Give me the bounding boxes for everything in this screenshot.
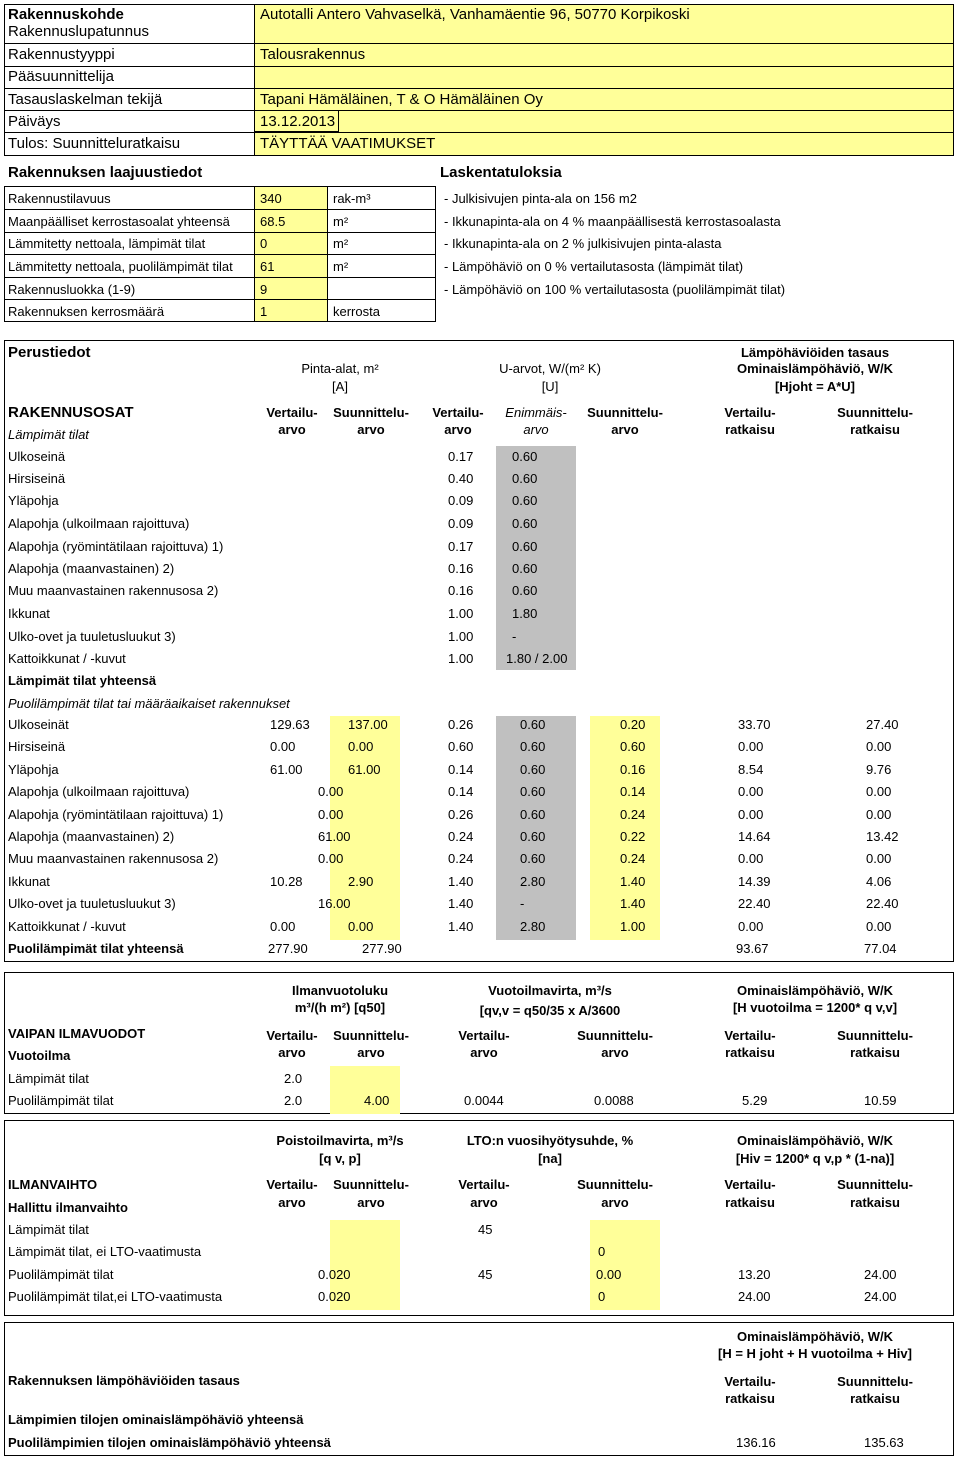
semi-area-ref: 10.28 — [270, 874, 303, 889]
semi-u-des: 1.40 — [620, 874, 646, 889]
semi-u-ref: 0.14 — [448, 762, 474, 777]
warm-total-label: Lämpimät tilat yhteensä — [8, 673, 157, 688]
semi-total-label: Puolilämpimät tilat yhteensä — [8, 941, 184, 956]
date-value: 13.12.2013 — [260, 113, 336, 130]
scope-value: 1 — [260, 304, 268, 319]
semi-h-ref: 22.40 — [738, 896, 771, 911]
semi-u-max: 0.60 — [520, 739, 546, 754]
warm-u-max: 0.60 — [512, 561, 538, 576]
semi-row-label: Kattoikkunat / -kuvut — [8, 919, 126, 934]
semi-u-max: 0.60 — [520, 829, 546, 844]
warm-u-ref: 1.00 — [448, 651, 474, 666]
vent-head: Poistoilmavirta, m³/s — [276, 1133, 404, 1148]
semi-u-ref: 0.26 — [448, 717, 474, 732]
semi-row-label: Yläpohja — [8, 762, 59, 777]
results-title: Laskentatuloksia — [440, 164, 562, 181]
col-head: Vertailu- — [724, 1028, 776, 1043]
semi-total-area-ref: 277.90 — [268, 941, 308, 956]
warm-u-max: 0.60 — [512, 471, 538, 486]
scope-value: 68.5 — [260, 214, 286, 229]
building-type-value: Talousrakennus — [260, 46, 366, 63]
col-head: arvo — [523, 422, 549, 437]
semi-h-des: 4.06 — [866, 874, 892, 889]
vent-na-ref: 45 — [478, 1267, 493, 1282]
scope-label: Maanpäälliset kerrostasoalat yhteensä — [8, 214, 230, 229]
col-head: ratkaisu — [725, 1045, 775, 1060]
warm-u-max: 0.60 — [512, 516, 538, 531]
vent-h-des: 24.00 — [864, 1267, 897, 1282]
vent-row-label: Puolilämpimät tilat,ei LTO-vaatimusta — [8, 1289, 223, 1304]
col-head: Suunnittelu- — [837, 1028, 913, 1043]
semi-area-shared: 61.00 — [318, 829, 351, 844]
semi-u-max: 0.60 — [520, 762, 546, 777]
result-label: Tulos: Suunnitteluratkaisu — [8, 135, 181, 152]
col-head: ratkaisu — [850, 1045, 900, 1060]
scope-unit: m² — [333, 236, 349, 251]
col-head: Vertailu- — [724, 1177, 776, 1192]
semi-u-max: 0.60 — [520, 807, 546, 822]
semi-h-ref: 14.64 — [738, 829, 771, 844]
date-label: Päiväys — [8, 113, 61, 130]
warm-u-ref: 0.09 — [448, 493, 474, 508]
vent-h-des: 24.00 — [864, 1289, 897, 1304]
semi-u-max: 0.60 — [520, 717, 546, 732]
semi-u-max: 0.60 — [520, 784, 546, 799]
col-head: Vertailu- — [724, 405, 776, 420]
area-head: Pinta-alat, m² — [301, 361, 379, 376]
scope-unit: m² — [333, 214, 349, 229]
loss-head-sub: Ominaislämpöhäviö, W/K — [736, 361, 894, 376]
warm-u-ref: 0.17 — [448, 539, 474, 554]
semi-u-des: 0.22 — [620, 829, 646, 844]
warm-u-max: 0.60 — [512, 493, 538, 508]
semi-u-des: 0.24 — [620, 851, 646, 866]
ventilation-frame — [4, 1120, 954, 1316]
warm-u-max: 0.60 — [512, 583, 538, 598]
vent-row-label: Puolilämpimät tilat — [8, 1267, 114, 1282]
semi-h-ref: 0.00 — [738, 851, 764, 866]
leak-q-ref: 2.0 — [284, 1071, 303, 1086]
col-head: Vertailu- — [458, 1177, 510, 1192]
semi-h-des: 27.40 — [866, 717, 899, 732]
project-value: Autotalli Antero Vahvaselkä, Vanhamäentie 96, 50770 Korpikoski — [260, 6, 690, 23]
semi-row-label: Alapohja (ryömintätilaan rajoittuva) 1) — [8, 807, 224, 822]
semi-row-label: Ulko-ovet ja tuuletusluukut 3) — [8, 896, 176, 911]
warm-row-label: Kattoikkunat / -kuvut — [8, 651, 126, 666]
warm-u-ref: 1.00 — [448, 606, 474, 621]
lto-head: LTO:n vuosihyötysuhde, % — [466, 1133, 634, 1148]
basic-data-title: Perustiedot — [8, 344, 91, 361]
col-head: arvo — [444, 422, 472, 437]
warm-u-ref: 0.09 — [448, 516, 474, 531]
col-head: Suunnittelu- — [333, 1028, 409, 1043]
calculator-value: Tapani Hämäläinen, T & O Hämäläinen Oy — [260, 91, 543, 108]
semi-area-des: 61.00 — [348, 762, 381, 777]
leak-head: Ilmanvuotoluku — [291, 983, 389, 998]
leak-title: VAIPAN ILMAVUODOT — [8, 1026, 146, 1041]
semi-row-label: Hirsiseinä — [8, 739, 66, 754]
semi-h-ref: 0.00 — [738, 919, 764, 934]
col-head: Suunnittelu- — [333, 1177, 409, 1192]
u-head: U-arvot, W/(m² K) — [499, 361, 601, 376]
col-head: arvo — [357, 1045, 385, 1060]
semi-u-max: 0.60 — [520, 851, 546, 866]
semi-row-label: Alapohja (maanvastainen) 2) — [8, 829, 175, 844]
semi-h-des: 0.00 — [866, 784, 892, 799]
col-head: arvo — [278, 1195, 306, 1210]
semi-area-shared: 0.00 — [318, 807, 344, 822]
warm-row-label: Alapohja (ulkoilmaan rajoittuva) — [8, 516, 190, 531]
col-head: Vertailu- — [266, 1177, 318, 1192]
area-head-sub: [A] — [332, 379, 348, 394]
col-head: ratkaisu — [850, 1195, 900, 1210]
col-head: Suunnittelu- — [837, 405, 913, 420]
semi-h-des: 0.00 — [866, 919, 892, 934]
warm-row-label: Ulko-ovet ja tuuletusluukut 3) — [8, 629, 176, 644]
calculator-label: Tasauslaskelman tekijä — [8, 91, 163, 108]
vent-q-ref: 0.020 — [318, 1289, 351, 1304]
semi-u-des: 1.00 — [620, 919, 646, 934]
col-head: arvo — [357, 422, 385, 437]
project-label: Rakennuskohde — [8, 6, 124, 23]
col-head: ratkaisu — [850, 422, 900, 437]
vent-row-label: Lämpimät tilat — [8, 1222, 89, 1237]
semi-u-ref: 0.24 — [448, 829, 474, 844]
warm-row-label: Alapohja (maanvastainen) 2) — [8, 561, 175, 576]
vent-head-sub: [q v, p] — [319, 1151, 361, 1166]
semi-u-ref: 0.26 — [448, 807, 474, 822]
scope-label: Rakennustilavuus — [8, 191, 111, 206]
semi-h-ref: 14.39 — [738, 874, 771, 889]
semi-h-des: 13.42 — [866, 829, 899, 844]
vent-na-ref: 45 — [478, 1222, 493, 1237]
summary-head-sub: [H = H joht + H vuotoilma + Hiv] — [718, 1346, 912, 1361]
warm-row-label: Yläpohja — [8, 493, 59, 508]
vent-loss-head: Ominaislämpöhäviö, W/K — [736, 1133, 894, 1148]
leak-row-label: Lämpimät tilat — [8, 1071, 89, 1086]
vent-na-des: 0 — [598, 1244, 606, 1259]
semi-area-ref: 0.00 — [270, 919, 296, 934]
col-head: Enimmäis- — [505, 405, 567, 420]
semi-u-ref: 0.60 — [448, 739, 474, 754]
result-line: - Lämpöhäviö on 0 % vertailutasosta (lämpimät tilat) — [444, 259, 744, 274]
col-head: ratkaisu — [850, 1391, 900, 1406]
warm-u-ref: 0.16 — [448, 583, 474, 598]
result-line: - Lämpöhäviö on 100 % vertailutasosta (puolilämpimät tilat) — [444, 282, 786, 297]
semi-total-h-des: 77.04 — [864, 941, 897, 956]
warm-row-label: Ulkoseinä — [8, 449, 66, 464]
col-head: arvo — [278, 422, 306, 437]
leak-flow-head: Vuotoilmavirta, m³/s — [488, 983, 612, 998]
warm-u-max: 0.60 — [512, 449, 538, 464]
scope-value: 340 — [260, 191, 282, 206]
semi-u-max: 2.80 — [520, 874, 546, 889]
leak-loss-head: Ominaislämpöhäviö, W/K — [736, 983, 894, 998]
warm-spaces-label: Lämpimät tilat — [8, 427, 89, 442]
semi-h-des: 0.00 — [866, 807, 892, 822]
main-designer-label: Pääsuunnittelija — [8, 68, 114, 85]
building-type-label: Rakennustyyppi — [8, 46, 115, 63]
leak-subtitle: Vuotoilma — [8, 1048, 71, 1063]
result-line: - Ikkunapinta-ala on 2 % julkisivujen pinta-alasta — [444, 236, 722, 251]
leak-h-ref: 5.29 — [742, 1093, 768, 1108]
leak-flow-head-sub: [qv,v = q50/35 x A/3600 — [479, 1003, 621, 1018]
leak-head-sub: m³/(h m²) [q50] — [294, 1000, 386, 1015]
summary-head: Ominaislämpöhäviö, W/K — [736, 1329, 894, 1344]
leak-q-des: 4.00 — [364, 1093, 390, 1108]
warm-u-ref: 0.16 — [448, 561, 474, 576]
warm-u-max: - — [512, 629, 517, 644]
col-head: arvo — [278, 1045, 306, 1060]
semi-area-des: 137.00 — [348, 717, 388, 732]
col-head: ratkaisu — [725, 1391, 775, 1406]
semi-row-label: Ulkoseinät — [8, 717, 69, 732]
semi-area-des: 0.00 — [348, 739, 374, 754]
scope-label: Rakennuksen kerrosmäärä — [8, 304, 165, 319]
leak-v-des: 0.0088 — [594, 1093, 634, 1108]
semi-u-des: 1.40 — [620, 896, 646, 911]
warm-u-max: 0.60 — [512, 539, 538, 554]
semi-u-max: 2.80 — [520, 919, 546, 934]
warm-u-max: 1.80 — [512, 606, 538, 621]
semi-h-ref: 0.00 — [738, 807, 764, 822]
header-value-area — [254, 4, 954, 156]
col-head: arvo — [601, 1045, 629, 1060]
semi-total-area-des: 277.90 — [362, 941, 402, 956]
col-head: Suunnittelu- — [333, 405, 409, 420]
vent-subtitle: Hallittu ilmanvaihto — [8, 1200, 128, 1215]
semi-row-label: Muu maanvastainen rakennusosa 2) — [8, 851, 219, 866]
summary-des-value: 135.63 — [864, 1435, 904, 1450]
summary-row-semi: Puolilämpimien tilojen ominaislämpöhäviö yhteensä — [8, 1435, 331, 1450]
vent-na-des: 0.00 — [596, 1267, 622, 1282]
scope-value: 0 — [260, 236, 268, 251]
result-line: - Ikkunapinta-ala on 4 % maanpäällisestä kerrostasoalasta — [444, 214, 781, 229]
scope-title: Rakennuksen laajuustiedot — [8, 164, 203, 181]
col-head: arvo — [470, 1045, 498, 1060]
semi-h-ref: 8.54 — [738, 762, 764, 777]
scope-unit: m² — [333, 259, 349, 274]
vent-title: ILMANVAIHTO — [8, 1177, 98, 1192]
semi-row-label: Alapohja (ulkoilmaan rajoittuva) — [8, 784, 190, 799]
semi-h-ref: 0.00 — [738, 739, 764, 754]
semi-area-ref: 129.63 — [270, 717, 310, 732]
semi-u-des: 0.24 — [620, 807, 646, 822]
scope-label: Lämmitetty nettoala, lämpimät tilat — [8, 236, 206, 251]
semi-u-des: 0.60 — [620, 739, 646, 754]
semi-total-h-ref: 93.67 — [736, 941, 769, 956]
semi-h-des: 0.00 — [866, 739, 892, 754]
vent-row-label: Lämpimät tilat, ei LTO-vaatimusta — [8, 1244, 202, 1259]
semi-area-des: 0.00 — [348, 919, 374, 934]
summary-ref-value: 136.16 — [736, 1435, 776, 1450]
leak-v-ref: 0.0044 — [464, 1093, 504, 1108]
scope-value: 61 — [260, 259, 275, 274]
scope-value: 9 — [260, 282, 268, 297]
col-head: Vertailu- — [266, 1028, 318, 1043]
semi-u-ref: 0.24 — [448, 851, 474, 866]
warm-u-max: 1.80 / 2.00 — [506, 651, 568, 666]
semi-u-des: 0.14 — [620, 784, 646, 799]
semi-h-ref: 0.00 — [738, 784, 764, 799]
semi-area-ref: 0.00 — [270, 739, 296, 754]
warm-u-ref: 0.40 — [448, 471, 474, 486]
semi-u-ref: 1.40 — [448, 919, 474, 934]
warm-row-label: Ikkunat — [8, 606, 50, 621]
semi-u-des: 0.16 — [620, 762, 646, 777]
warm-row-label: Alapohja (ryömintätilaan rajoittuva) 1) — [8, 539, 224, 554]
summary-title: Rakennuksen lämpöhäviöiden tasaus — [8, 1373, 240, 1388]
col-head: Suunnittelu- — [577, 1177, 653, 1192]
col-head: arvo — [601, 1195, 629, 1210]
semi-area-ref: 61.00 — [270, 762, 303, 777]
col-head: Vertailu- — [458, 1028, 510, 1043]
semi-h-ref: 33.70 — [738, 717, 771, 732]
col-head: arvo — [357, 1195, 385, 1210]
semi-h-des: 22.40 — [866, 896, 899, 911]
loss-head: Lämpöhäviöiden tasaus — [740, 345, 890, 360]
permit-id-label: Rakennuslupatunnus — [8, 23, 149, 40]
semi-h-des: 0.00 — [866, 851, 892, 866]
warm-u-ref: 1.00 — [448, 629, 474, 644]
warm-row-label: Hirsiseinä — [8, 471, 66, 486]
col-head: Suunnittelu- — [837, 1177, 913, 1192]
warm-row-label: Muu maanvastainen rakennusosa 2) — [8, 583, 219, 598]
summary-row-warm: Lämpimien tilojen ominaislämpöhäviö yhteensä — [8, 1412, 304, 1427]
leak-h-des: 10.59 — [864, 1093, 897, 1108]
semi-u-des: 0.20 — [620, 717, 646, 732]
semi-area-shared: 0.00 — [318, 784, 344, 799]
col-head: Vertailu- — [724, 1374, 776, 1389]
semi-area-shared: 0.00 — [318, 851, 344, 866]
scope-unit: rak-m³ — [333, 191, 371, 206]
lto-head-sub: [na] — [538, 1151, 562, 1166]
semi-u-ref: 1.40 — [448, 896, 474, 911]
leak-loss-head-sub: [H vuotoilma = 1200* q v,v] — [732, 1000, 898, 1015]
vent-na-des: 0 — [598, 1289, 606, 1304]
leak-q-ref: 2.0 — [284, 1093, 303, 1108]
col-head: arvo — [470, 1195, 498, 1210]
col-head: arvo — [611, 422, 639, 437]
vent-q-ref: 0.020 — [318, 1267, 351, 1282]
scope-unit: kerrosta — [333, 304, 380, 319]
semi-area-des: 2.90 — [348, 874, 374, 889]
col-head: Vertailu- — [266, 405, 318, 420]
col-head: ratkaisu — [725, 1195, 775, 1210]
semi-u-ref: 0.14 — [448, 784, 474, 799]
semi-u-max: - — [520, 896, 525, 911]
col-head: ratkaisu — [725, 422, 775, 437]
parts-title: RAKENNUSOSAT — [8, 404, 134, 421]
semi-u-ref: 1.40 — [448, 874, 474, 889]
col-head: Suunnittelu- — [587, 405, 663, 420]
semi-h-des: 9.76 — [866, 762, 892, 777]
vent-h-ref: 13.20 — [738, 1267, 771, 1282]
col-head: Suunnittelu- — [577, 1028, 653, 1043]
semi-warm-label: Puolilämpimät tilat tai määräaikaiset rakennukset — [8, 696, 290, 711]
semi-area-shared: 16.00 — [318, 896, 351, 911]
scope-label: Lämmitetty nettoala, puolilämpimät tilat — [8, 259, 233, 274]
vent-loss-head-sub: [Hiv = 1200* q v,p * (1-na)] — [735, 1151, 895, 1166]
col-head: Vertailu- — [432, 405, 484, 420]
result-value: TÄYTTÄÄ VAATIMUKSET — [260, 135, 436, 152]
warm-u-ref: 0.17 — [448, 449, 474, 464]
semi-row-label: Ikkunat — [8, 874, 50, 889]
u-head-sub: [U] — [541, 379, 559, 394]
result-line: - Julkisivujen pinta-ala on 156 m2 — [444, 191, 637, 206]
scope-label: Rakennusluokka (1-9) — [8, 282, 136, 297]
col-head: Suunnittelu- — [837, 1374, 913, 1389]
vent-h-ref: 24.00 — [738, 1289, 771, 1304]
loss-head-formula: [Hjoht = A*U] — [774, 379, 856, 394]
leak-row-label: Puolilämpimät tilat — [8, 1093, 114, 1108]
